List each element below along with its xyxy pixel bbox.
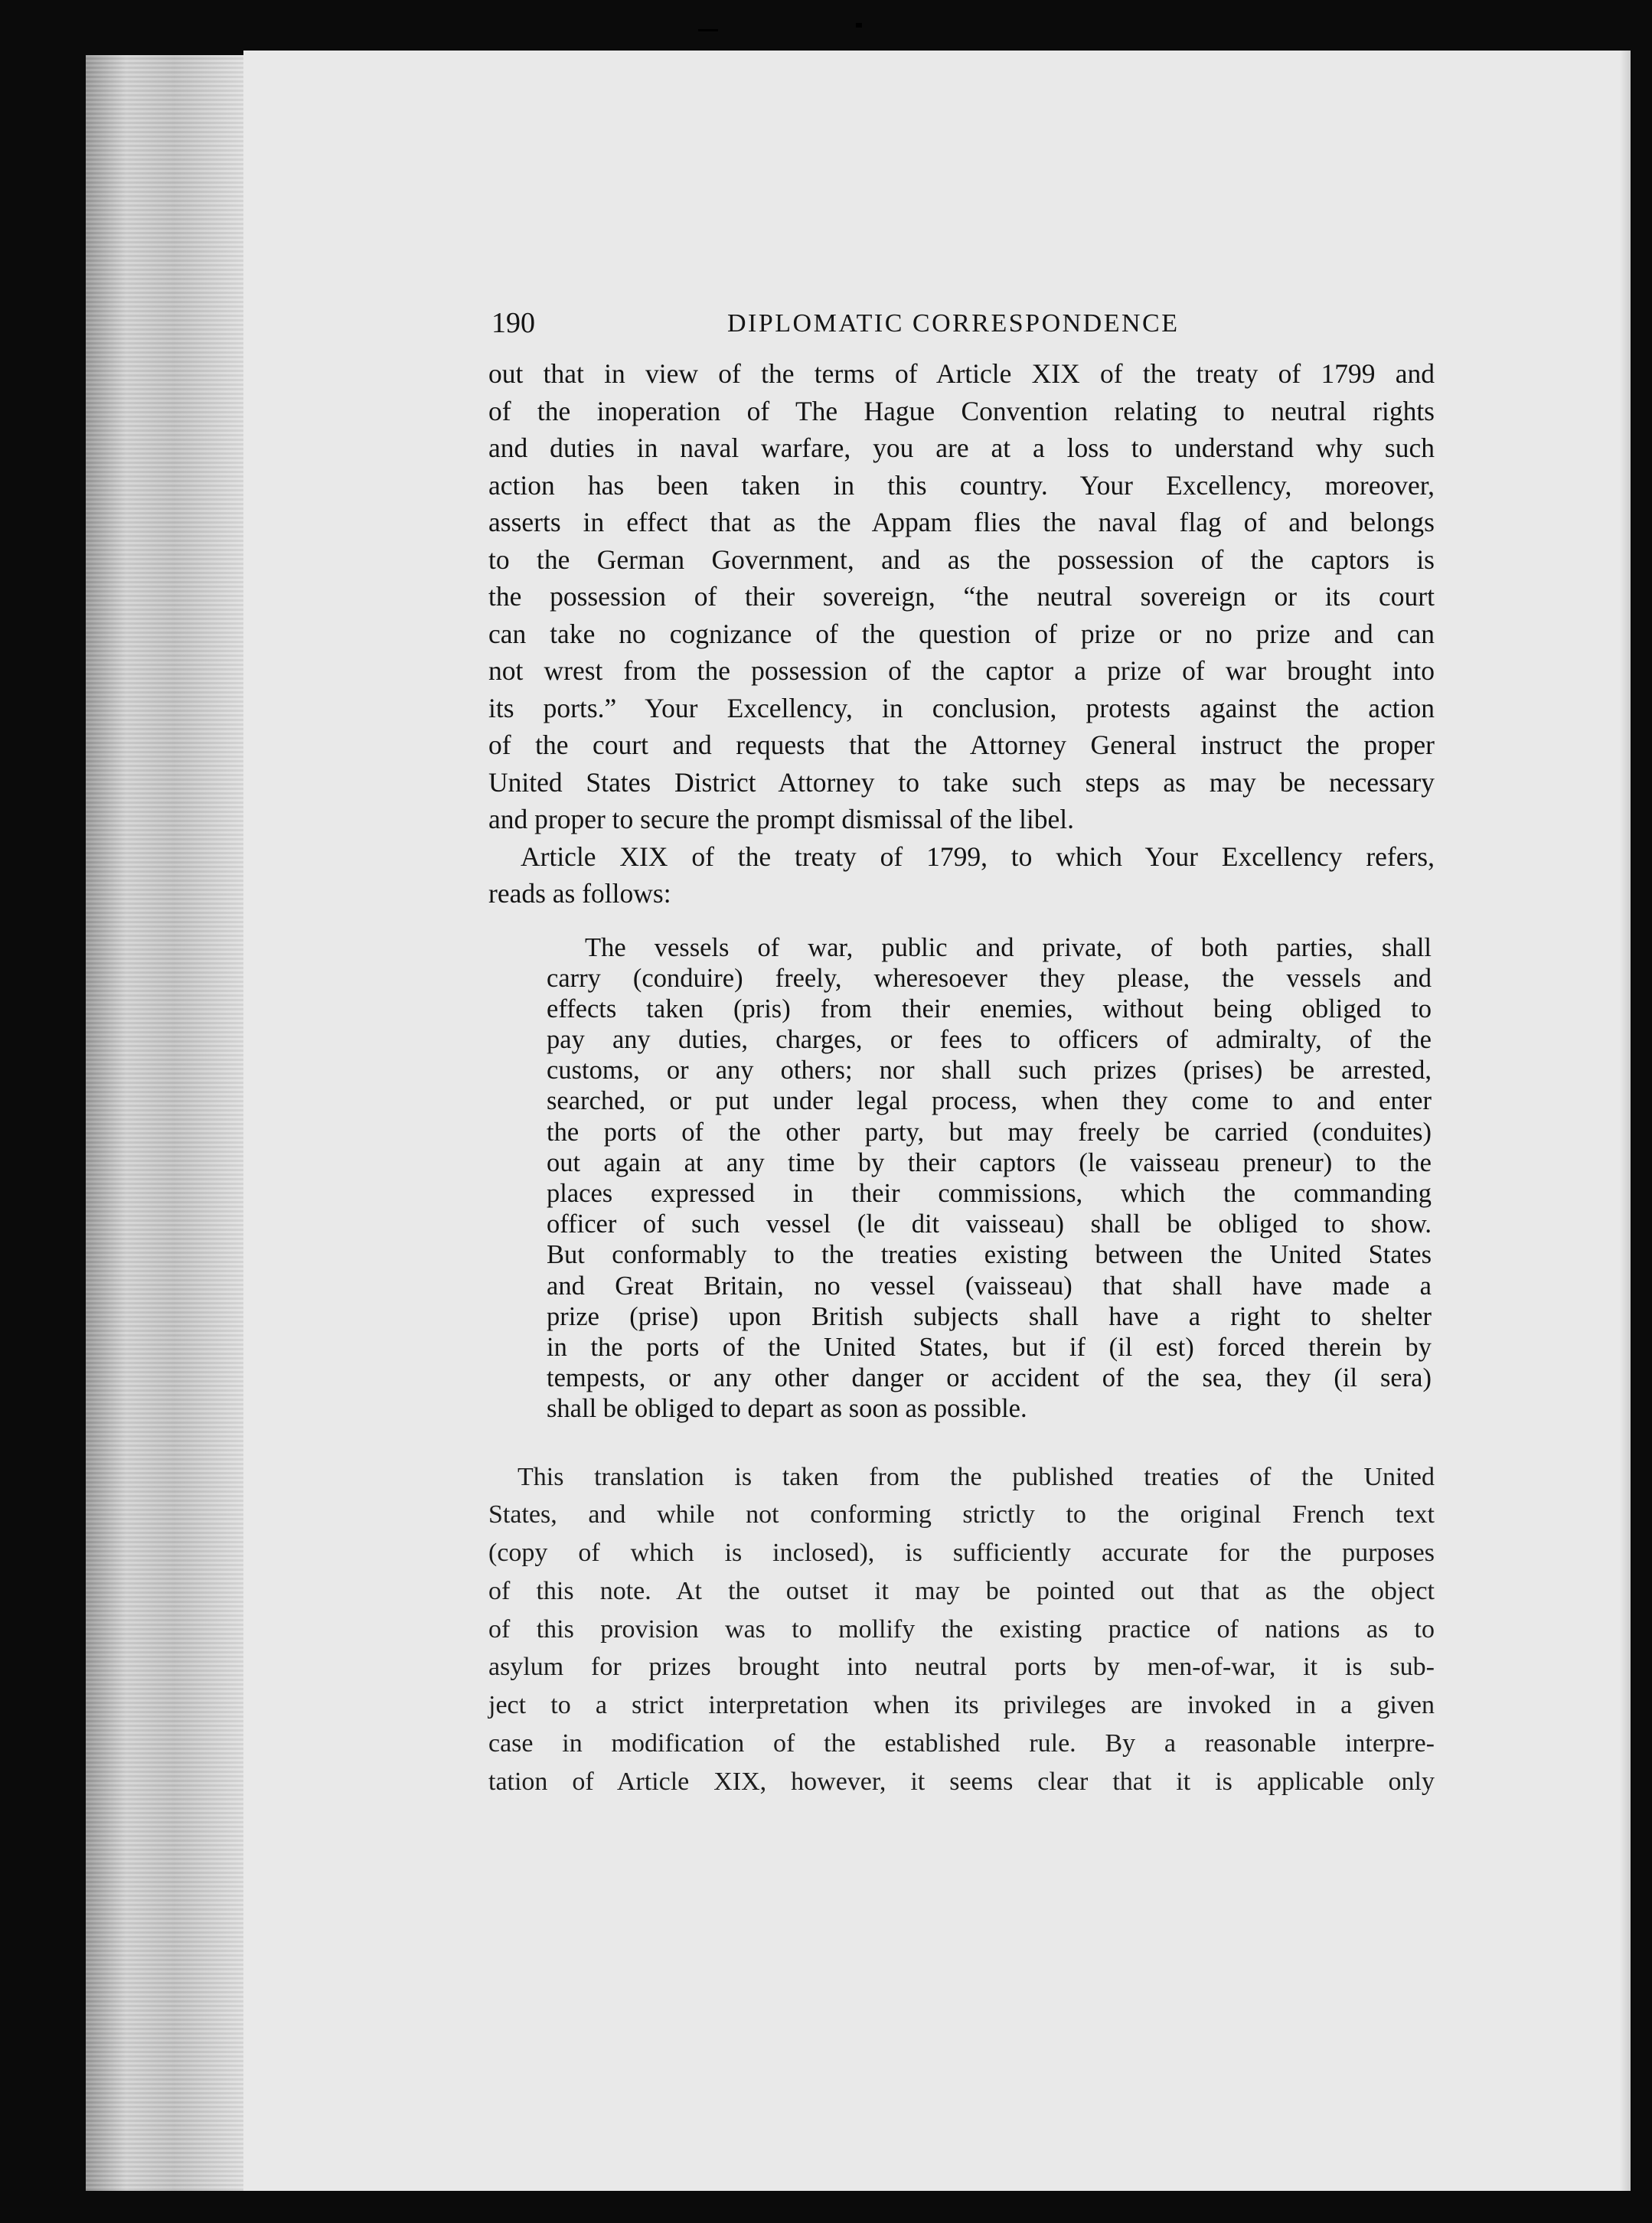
quote-line: carry (conduire) freely, wheresoever they please, the vessels and [547,963,1432,993]
text-line: of this provision was to mollify the existing practice of nations as to [488,1614,1435,1644]
quote-line: But conformably to the treaties existing between the United States [547,1240,1432,1270]
paragraph-1 [488,355,1435,838]
text-line: out that in view of the terms of Article XIX of the treaty of 1799 and [488,358,1435,389]
quote-line: out again at any time by their captors (le vaisseau preneur) to the [547,1147,1432,1177]
text-line: This translation is taken from the published treaties of the United [517,1462,1435,1491]
quote-line: pay any duties, charges, or fees to officers of admiralty, of the [547,1025,1432,1055]
quote-line: tempests, or any other danger or accident of the sea, they (il sera) [547,1363,1432,1393]
text-line: ject to a strict interpretation when its privileges are invoked in a given [488,1691,1435,1720]
text-line: Article XIX of the treaty of 1799, to which Your Excellency refers, [521,841,1435,872]
quote-line: customs, or any others; nor shall such prizes (prises) be arrested, [547,1056,1432,1085]
text-line: reads as follows: [488,878,671,909]
treaty-quotation [547,932,1432,1425]
text-line: to the German Government, and as the possession of the captors is [488,544,1435,575]
quote-line: in the ports of the United States, but if (il est) forced therein by [547,1332,1432,1362]
quote-line: shall be obliged to depart as soon as possible. [547,1394,1027,1424]
paragraph-3 [488,1458,1435,1801]
quote-line: places expressed in their commissions, which the commanding [547,1179,1432,1208]
quote-line: effects taken (pris) from their enemies, without being obliged to [547,994,1432,1023]
quote-line: officer of such vessel (le dit vaisseau) shall be obliged to show. [547,1209,1432,1239]
page-number: 190 [491,307,535,339]
quote-line: and Great Britain, no vessel (vaisseau) that shall have made a [547,1271,1432,1301]
quote-line: the ports of the other party, but may freely be carried (conduites) [547,1117,1432,1147]
text-line: asserts in effect that as the Appam flies the naval flag of and belongs [488,507,1435,537]
text-line: can take no cognizance of the question of prize or no prize and can [488,618,1435,649]
text-line: not wrest from the possession of the captor a prize of war brought into [488,655,1435,686]
text-line: States, and while not conforming strictly to the original French text [488,1500,1435,1529]
text-line: of this note. At the outset it may be pointed out that as the object [488,1576,1435,1605]
text-line: and duties in naval warfare, you are at a loss to understand why such [488,433,1435,463]
scan-artifact [698,29,718,31]
scan-artifact [856,23,862,28]
quote-line: The vessels of war, public and private, of both parties, shall [585,932,1432,962]
running-head-title: DIPLOMATIC CORRESPONDENCE [727,309,1180,338]
text-line: tation of Article XIX, however, it seems clear that it is applicable only [488,1767,1435,1796]
text-line: asylum for prizes brought into neutral ports by men-of-war, it is sub- [488,1653,1435,1682]
book-page-edge [86,55,246,2191]
text-line: and proper to secure the prompt dismissal of the libel. [488,804,1075,834]
text-line: of the inoperation of The Hague Convention relating to neutral rights [488,395,1435,426]
quote-line: searched, or put under legal process, when they come to and enter [547,1086,1432,1116]
text-line: (copy of which is inclosed), is sufficiently accurate for the purposes [488,1539,1435,1568]
quote-line: prize (prise) upon British subjects shall have a right to shelter [547,1301,1432,1331]
text-line: case in modification of the established rule. By a reasonable interpre- [488,1729,1435,1758]
page-shadow [1620,51,1631,2191]
text-line: action has been taken in this country. Your Excellency, moreover, [488,469,1435,501]
text-line: the possession of their sovereign, “the neutral sovereign or its court [488,581,1435,612]
text-line: its ports.” Your Excellency, in conclusion, protests against the action [488,692,1435,723]
text-line: United States District Attorney to take such steps as may be necessary [488,766,1435,798]
page-text-block [488,306,1435,1801]
running-head [488,306,1435,355]
text-line: of the court and requests that the Attorney General instruct the proper [488,730,1435,760]
paragraph-2 [488,838,1435,912]
